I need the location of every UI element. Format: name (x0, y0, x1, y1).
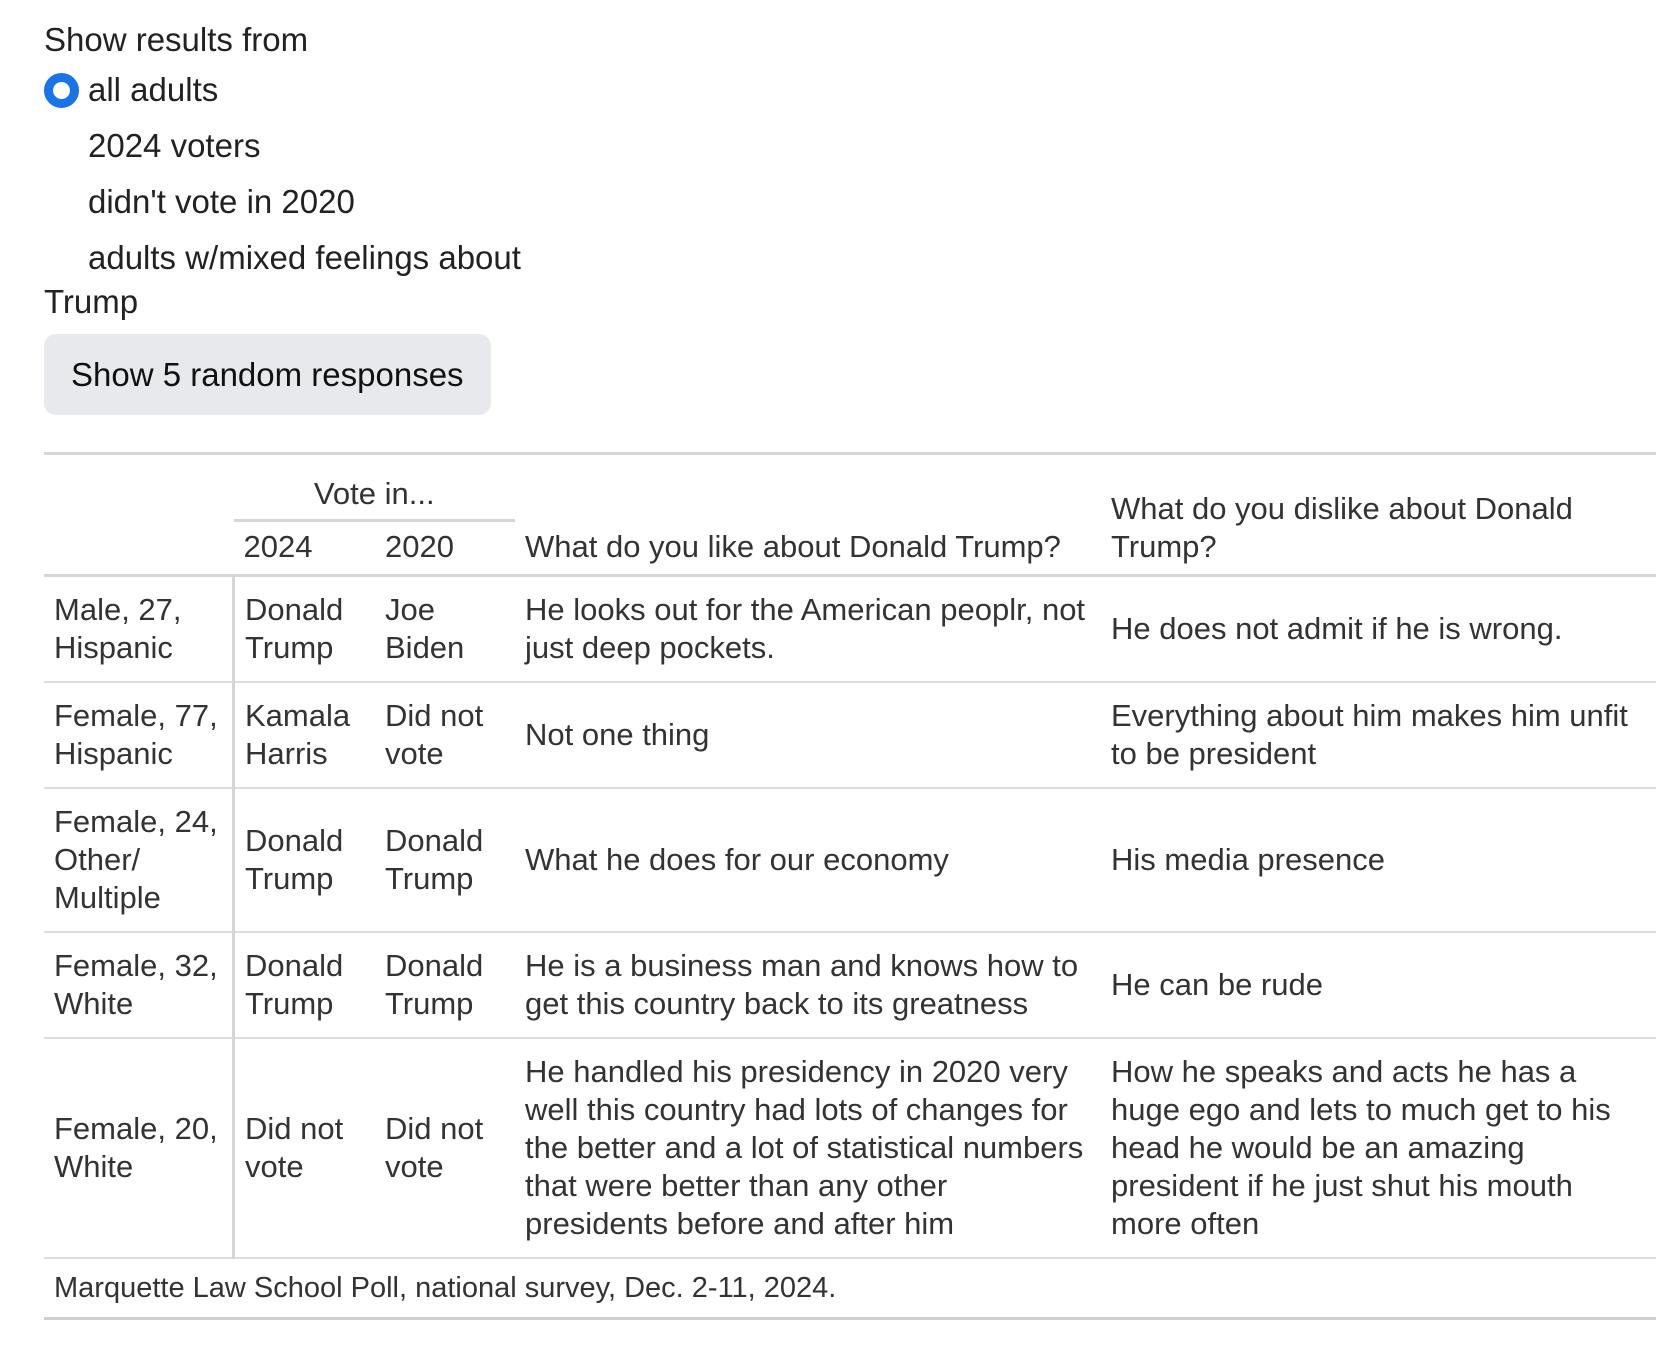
like-cell: He looks out for the American peoplr, not just deep pockets. (515, 576, 1101, 683)
header-blank (44, 521, 234, 576)
like-cell: He handled his presidency in 2020 very well this country had lots of changes for the better and a lot of statistical numbers that were better than any other presidents before and after him (515, 1038, 1101, 1258)
responses-table (44, 452, 1656, 1320)
radio-unselected-icon[interactable] (44, 241, 79, 276)
vote-2020-cell: Donald Trump (375, 932, 515, 1038)
radio-option-mixed-feelings[interactable] (44, 230, 1656, 286)
header-dislike: What do you dislike about Donald Trump? (1101, 454, 1656, 576)
dislike-cell: How he speaks and acts he has a huge ego and lets to much get to his head he would be an amazing president if he just shut his mouth more often (1101, 1038, 1656, 1258)
radio-label: 2024 voters (88, 127, 261, 164)
dislike-cell: He can be rude (1101, 932, 1656, 1038)
radio-label: all adults (88, 71, 219, 108)
respondent-cell: Male, 27, Hispanic (44, 576, 234, 683)
vote-2024-cell: Kamala Harris (234, 682, 376, 788)
respondent-cell: Female, 77, Hispanic (44, 682, 234, 788)
header-blank (44, 454, 234, 521)
radio-option-all-adults[interactable] (44, 62, 1656, 118)
radio-unselected-icon[interactable] (44, 129, 79, 164)
radio-option-2024-voters[interactable] (44, 118, 1656, 174)
table-row (44, 576, 1656, 683)
vote-2024-cell: Donald Trump (234, 576, 376, 683)
radio-unselected-icon[interactable] (44, 185, 79, 220)
vote-2024-cell: Donald Trump (234, 932, 376, 1038)
vote-2020-cell: Did not vote (375, 682, 515, 788)
vote-2024-cell: Did not vote (234, 1038, 376, 1258)
like-cell: What he does for our economy (515, 788, 1101, 932)
source-note: Marquette Law School Poll, national survey, Dec. 2-11, 2024. (44, 1258, 1656, 1319)
dislike-cell: His media presence (1101, 788, 1656, 932)
header-like: What do you like about Donald Trump? (515, 454, 1101, 576)
dislike-cell: He does not admit if he is wrong. (1101, 576, 1656, 683)
vote-2020-cell: Joe Biden (375, 576, 515, 683)
table-row (44, 682, 1656, 788)
like-cell: Not one thing (515, 682, 1101, 788)
radio-label: adults w/mixed feelings about (88, 239, 521, 276)
header-2020: 2020 (375, 521, 515, 576)
table-row (44, 932, 1656, 1038)
respondent-cell: Female, 20, White (44, 1038, 234, 1258)
header-vote-in: Vote in... (234, 454, 516, 521)
radio-selected-icon[interactable] (44, 73, 79, 108)
respondent-cell: Female, 32, White (44, 932, 234, 1038)
show-random-responses-button[interactable]: Show 5 random responses (44, 334, 491, 415)
source-row (44, 1258, 1656, 1319)
radio-label: didn't vote in 2020 (88, 183, 355, 220)
respondent-cell: Female, 24, Other/ Multiple (44, 788, 234, 932)
header-2024: 2024 (234, 521, 376, 576)
table-row (44, 1038, 1656, 1258)
radio-label-overflow: Trump (44, 283, 139, 320)
like-cell: He is a business man and knows how to get this country back to its greatness (515, 932, 1101, 1038)
radio-option-didnt-vote-2020[interactable] (44, 174, 1656, 230)
dislike-cell: Everything about him makes him unfit to be president (1101, 682, 1656, 788)
poll-widget (44, 18, 1656, 1320)
filter-label: Show results from (44, 21, 309, 58)
vote-2024-cell: Donald Trump (234, 788, 376, 932)
vote-2020-cell: Did not vote (375, 1038, 515, 1258)
table-row (44, 788, 1656, 932)
vote-2020-cell: Donald Trump (375, 788, 515, 932)
